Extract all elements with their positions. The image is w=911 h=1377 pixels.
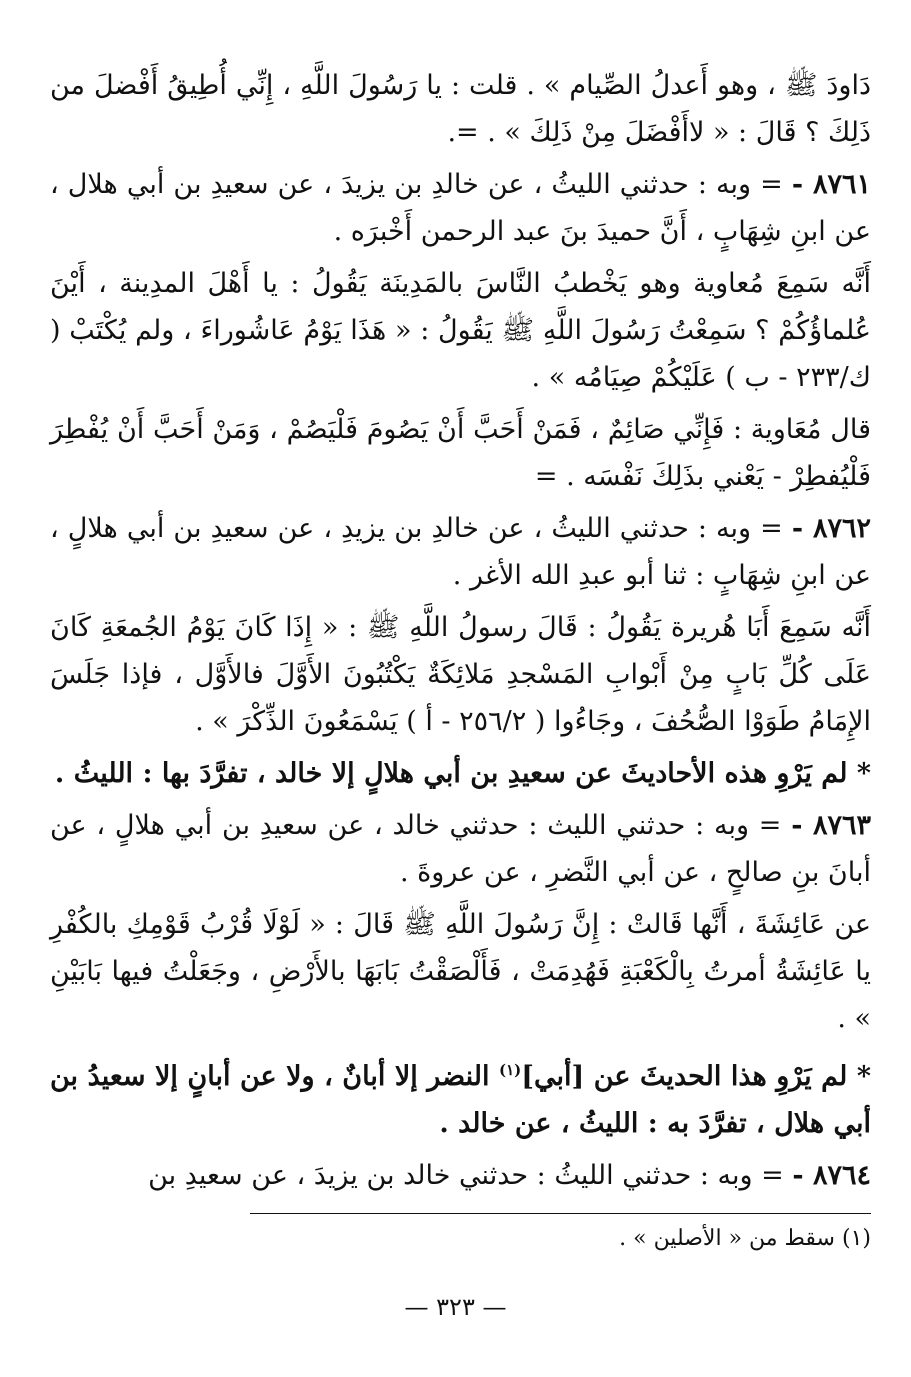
footnote-reference: (١) (498, 1061, 522, 1079)
hadith-8762 (50, 505, 871, 599)
hadith-8764 (50, 1152, 871, 1199)
isnad-text: وبه : حدثني الليثُ : حدثني خالد بن يزيدَ ، عن سعيدِ بن (148, 1160, 753, 1191)
dash-mark: = (760, 169, 783, 200)
isnad-text: وبه : حدثني الليثُ ، عن خالدِ بن يزيدِ ، عن سعيدِ بن أبي هلالٍ ، عن ابنِ شِهَابٍ : ثنا أبو عبدِ الله الأغر . (50, 513, 871, 591)
dash-mark: = (761, 1160, 784, 1191)
commentary-note (50, 1047, 871, 1147)
paragraph-text: عن عَائِشَةَ ، أَنَّها قَالتْ : إِنَّ رَسُولَ اللَّهِ ﷺ قَالَ : « لَوْلَا قُرْبُ قَوْمِكِ بالكُفْرِ يا عَائِشَةُ أمرتُ بِالْكَعْبَةِ فَهُدِمَتْ ، فَأَلْصَقْتُ بَابَهَا بالأَرْضِ ، وجَعَلْتُ فيها بَابَيْنِ » . (50, 909, 871, 1034)
dash-mark: = (758, 810, 782, 841)
paragraph-text: النضر إلا أبانٌ ، ولا عن أبانٍ إلا سعيدُ بن أبي هلال ، تفرَّدَ به : الليثُ ، عن خالد . (50, 1061, 871, 1139)
paragraph-text: قال مُعَاوية : فَإِنِّي صَائِمٌ ، فَمَنْ أَحَبَّ أَنْ يَصُومَ فَلْيَصُمْ ، وَمَنْ أَحَبَّ أَنْ يُفْطِرَ فَلْيُفطِرْ - يَعْني بذَلِكَ نَفْسَه . = (50, 414, 871, 492)
paragraph-text: * لم يَرْوِ هذا الحديثَ عن [أبي] (521, 1061, 871, 1092)
commentary-note (50, 750, 871, 797)
matn-paragraph (50, 406, 871, 500)
paragraph-text: دَاودَ ﷺ ، وهو أَعدلُ الصِّيام » . قلت : يا رَسُولَ اللَّهِ ، إِنِّي أُطِيقُ أَفْضلَ من ذَلِكَ ؟ قَالَ : « لاأَفْضَلَ مِنْ ذَلِكَ » . =. (50, 70, 871, 148)
hadith-number: ٨٧٦٣ - (791, 810, 871, 841)
footnote: (١) سقط من « الأصلين » . (619, 1226, 871, 1251)
hadith-8761 (50, 161, 871, 255)
paragraph-text: * لم يَرْوِ هذه الأحاديثَ عن سعيدِ بن أبي هلالٍ إلا خالد ، تفرَّدَ بها : الليثُ . (54, 758, 871, 789)
paragraph-text: أَنَّه سَمِعَ مُعاوية وهو يَخْطبُ النَّاسَ بالمَدِينَة يَقُولُ : يا أَهْلَ المدِينة ، أَيْنَ عُلماؤُكُمْ ؟ سَمِعْتُ رَسُولَ اللَّهِ ﷺ يَقُولُ : « هَذَا يَوْمُ عَاشُوراءَ ، ولم يُكْتَبْ ( ك/٢٣٣ - ب ) عَلَيْكُمْ صِيَامُه » . (50, 268, 871, 393)
matn-paragraph (50, 901, 871, 1042)
paragraph-continuation (50, 62, 871, 156)
hadith-8763 (50, 802, 871, 896)
dash-mark: = (760, 513, 783, 544)
isnad-text: وبه : حدثني الليث : حدثني خالد ، عن سعيدِ بن أبي هلالٍ ، عن أبانَ بنِ صالحٍ ، عن أبي النَّضرِ ، عن عروةَ . (50, 810, 871, 888)
hadith-number: ٨٧٦٤ - (792, 1160, 871, 1191)
paragraph-text: أَنَّه سَمِعَ أَبَا هُريرة يَقُولُ : قَالَ رسولُ اللَّهِ ﷺ : « إِذَا كَانَ يَوْمُ الجُمعَةِ كَانَ عَلَى كُلِّ بَابٍ مِنْ أَبْوابِ المَسْجدِ مَلائِكَةٌ يَكْتُبُونَ الأَوَّلَ فالأَوَّل ، فإذا جَلَسَ الإِمَامُ طَوَوْا الصُّحُفَ ، وجَاءُوا ( ٢٥٦/٢ - أ ) يَسْمَعُونَ الذِّكْرَ » . (50, 612, 871, 737)
page-body (50, 62, 871, 1204)
matn-paragraph (50, 604, 871, 745)
page-number: — ٣٢٣ — (404, 1293, 507, 1321)
hadith-number: ٨٧٦١ - (791, 169, 871, 200)
hadith-number: ٨٧٦٢ - (791, 513, 871, 544)
isnad-text: وبه : حدثني الليثُ ، عن خالدِ بن يزيدَ ، عن سعيدِ بن أبي هلال ، عن ابنِ شِهَابٍ ، أَنَّ حميدَ بنَ عبد الرحمن أَخْبرَه . (50, 169, 871, 247)
footnote-divider (250, 1213, 871, 1214)
matn-paragraph (50, 260, 871, 401)
